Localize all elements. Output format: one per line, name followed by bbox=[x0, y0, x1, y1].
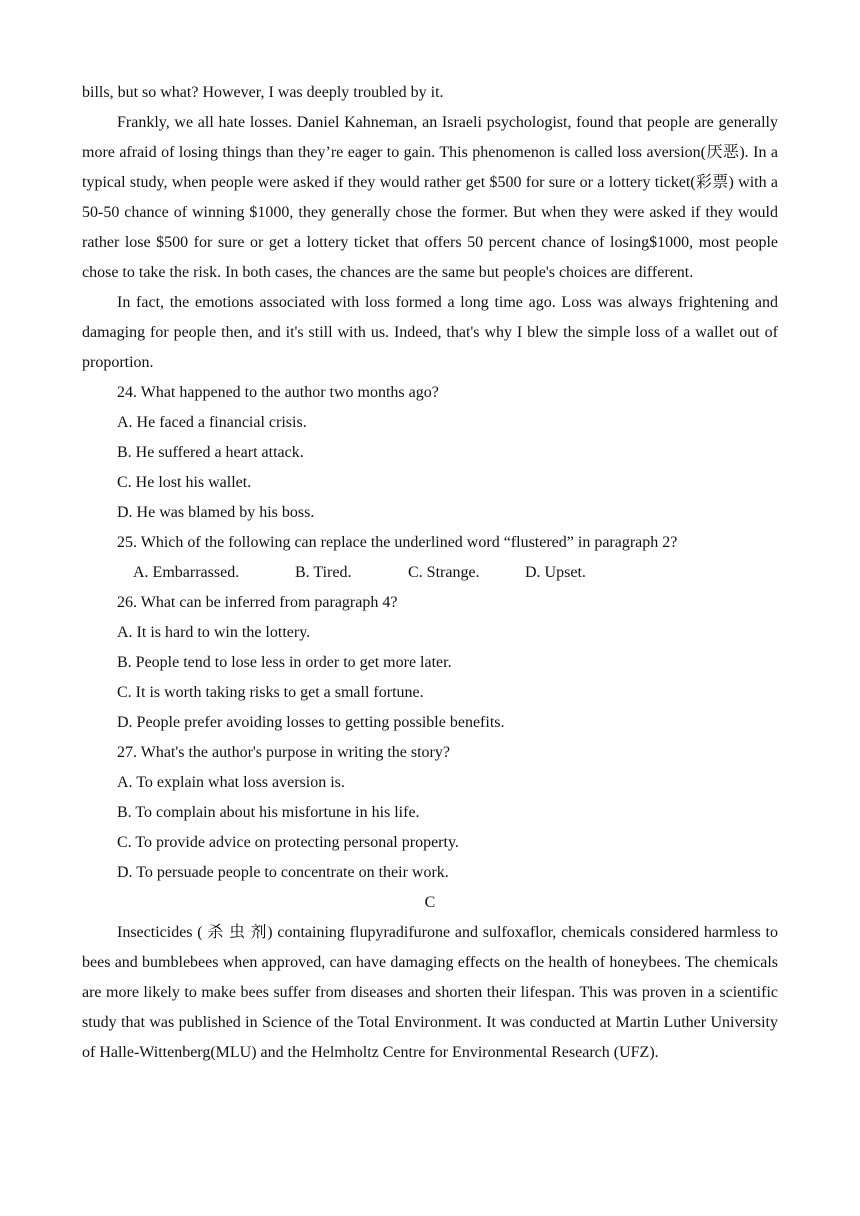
question-27-option-c: C. To provide advice on protecting personal property. bbox=[117, 834, 459, 851]
question-26-option-b: B. People tend to lose less in order to get more later. bbox=[117, 654, 452, 671]
question-27-option-a: A. To explain what loss aversion is. bbox=[117, 774, 345, 791]
question-25-option-b: B. Tired. bbox=[295, 564, 352, 581]
question-25-stem: 25. Which of the following can replace the underlined word “flustered” in paragraph 2? bbox=[117, 534, 678, 551]
question-25-option-a: A. Embarrassed. bbox=[133, 564, 240, 581]
question-24-option-d: D. He was blamed by his boss. bbox=[117, 504, 315, 521]
question-24-option-b: B. He suffered a heart attack. bbox=[117, 444, 304, 461]
question-24-option-c: C. He lost his wallet. bbox=[117, 474, 252, 491]
question-25-option-c: C. Strange. bbox=[408, 564, 480, 581]
question-27-stem: 27. What's the author's purpose in writing the story? bbox=[117, 744, 450, 761]
paragraph-emotions: In fact, the emotions associated with loss formed a long time ago. Loss was always frightening and damaging for people then, and it's still with us. Indeed, that's why I blew the simple loss of a wallet out of proportion. bbox=[82, 294, 778, 371]
paragraph-continuation: bills, but so what? However, I was deeply troubled by it. bbox=[82, 84, 444, 101]
question-26-option-c: C. It is worth taking risks to get a small fortune. bbox=[117, 684, 424, 701]
section-c-heading: C bbox=[424, 894, 436, 911]
question-27-option-b: B. To complain about his misfortune in his life. bbox=[117, 804, 420, 821]
question-27-option-d: D. To persuade people to concentrate on their work. bbox=[117, 864, 449, 881]
paragraph-loss-aversion: Frankly, we all hate losses. Daniel Kahneman, an Israeli psychologist, found that people are generally more afraid of losing things than they’re eager to gain. This phenomenon is called loss aversion(厌恶). In a typical study, when people were asked if they would rather get $500 for sure or a lottery ticket(彩票) with a 50-50 chance of winning $1000, they generally chose the former. But when they were asked if they would rather lose $500 for sure or get a lottery ticket that offers 50 percent chance of losing$1000, most people chose to take the risk. In both cases, the chances are the same but people's choices are different. bbox=[82, 114, 778, 281]
question-25-options bbox=[82, 558, 778, 588]
question-25-option-d: D. Upset. bbox=[525, 564, 586, 581]
document-page bbox=[82, 78, 778, 1068]
question-26-option-d: D. People prefer avoiding losses to getting possible benefits. bbox=[117, 714, 505, 731]
question-26-stem: 26. What can be inferred from paragraph 4? bbox=[117, 594, 398, 611]
question-26-option-a: A. It is hard to win the lottery. bbox=[117, 624, 311, 641]
paragraph-insecticides: Insecticides ( 杀 虫 剂) containing flupyradifurone and sulfoxaflor, chemicals considered harmless to bees and bumblebees when approved, can have damaging effects on the health of honeybees. The chemicals are more likely to make bees suffer from diseases and shorten their lifespan. This was proven in a scientific study that was published in Science of the Total Environment. It was conducted at Martin Luther University of Halle-Wittenberg(MLU) and the Helmholtz Centre for Environmental Research (UFZ). bbox=[82, 924, 778, 1061]
question-24-stem: 24. What happened to the author two months ago? bbox=[117, 384, 439, 401]
question-24-option-a: A. He faced a financial crisis. bbox=[117, 414, 307, 431]
